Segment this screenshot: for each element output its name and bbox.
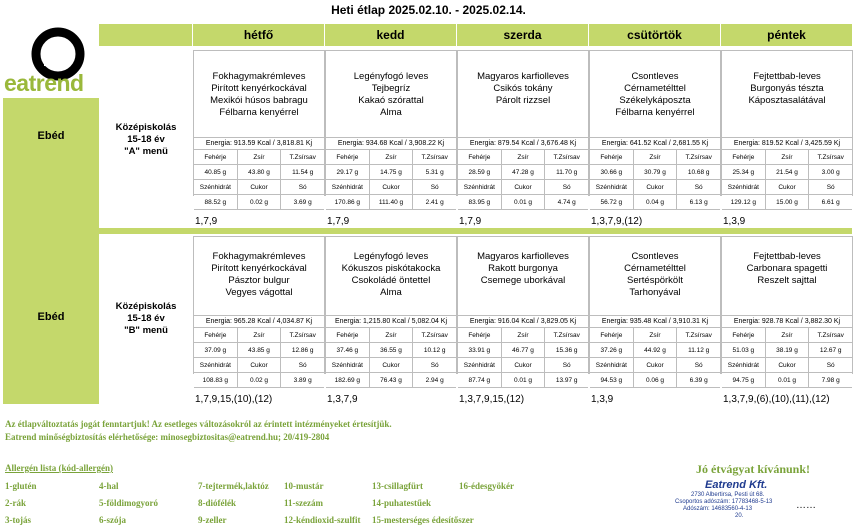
nutrient-value: 2.94 g	[425, 377, 444, 384]
nutrient-value: 129.12 g	[722, 195, 766, 209]
nutrient-value-row	[722, 195, 852, 210]
nutrient-value: 0.01 g	[502, 195, 546, 209]
nutrient-header: Zsír	[634, 328, 678, 342]
nutrient-value: 25.34 g	[722, 165, 766, 179]
dish-item: Cérnametélttel	[624, 263, 686, 274]
nutrient-header: T.Zsírsav	[553, 154, 580, 161]
dish-item: Csikós tokány	[493, 83, 553, 94]
nutrient-header: Cukor	[370, 358, 414, 372]
nutrient-header: Fehérje	[194, 150, 238, 164]
allergen-item: 9-zeller	[198, 515, 227, 525]
stamp-line-3: Adószám: 14683560-4-13	[683, 506, 753, 512]
allergen-codes: 1,3,9	[723, 216, 746, 227]
dish-item: Carbonara spagetti	[746, 263, 828, 274]
dish-item: Párolt rizzsel	[495, 95, 551, 106]
nutrient-header: T.Zsírsav	[421, 332, 448, 339]
nutrient-value: 37.26 g	[590, 343, 634, 357]
nutrient-value: 170.86 g	[326, 195, 370, 209]
notice-line-1: Az étlapváltoztatás jogát fenntartjuk! Az esetleges változásokról az érintett intézményeket értesítjük.	[5, 419, 392, 429]
stamp-line-2: Csoportos adószám: 17783468-5-13	[675, 499, 773, 505]
allergen-item: 1-glutén	[5, 481, 37, 491]
nutrient-header: Szénhidrát	[722, 358, 766, 372]
nutrient-value: 28.59 g	[458, 165, 502, 179]
allergen-item: 13-csillagfürt	[372, 481, 423, 491]
stamp-line-4: 20.	[735, 513, 744, 519]
dish-list	[458, 50, 588, 138]
nutrient-value: 94.75 g	[722, 373, 766, 387]
nutrient-header: Fehérje	[722, 150, 766, 164]
menu-a-monday-cell	[193, 50, 325, 206]
nutrient-value-row	[458, 165, 588, 180]
dish-item: Vegyes vágottal	[225, 287, 293, 298]
nutrient-header: Zsír	[370, 328, 414, 342]
nutrient-value: 15.00 g	[766, 195, 810, 209]
day-header-thursday: csütörtök	[589, 24, 721, 46]
nutrient-header: T.Zsírsav	[553, 332, 580, 339]
nutrient-value: 87.74 g	[458, 373, 502, 387]
nutrient-value: 3.69 g	[293, 199, 312, 206]
nutrient-header: Szénhidrát	[590, 180, 634, 194]
meal-label-b: Ebéd	[37, 311, 65, 323]
nutrient-header: Só	[430, 362, 439, 369]
energy-value: Energia: 819.52 Kcal / 3,425.59 Kj	[722, 138, 852, 150]
dish-item: Félbarna kenyérrel	[219, 107, 299, 118]
menu-b-monday-cell	[193, 236, 325, 384]
nutrient-header: Fehérje	[194, 328, 238, 342]
nutrient-header-row	[194, 150, 324, 165]
dish-item: Pirított kenyérkockával	[211, 83, 307, 94]
nutrient-header: Zsír	[238, 150, 282, 164]
nutrient-value-row	[326, 165, 456, 180]
allergen-item: 2-rák	[5, 498, 26, 508]
nutrient-header: Cukor	[766, 358, 810, 372]
menu-b-wednesday-cell	[457, 236, 589, 384]
nutrient-header: Cukor	[238, 358, 282, 372]
dish-item: Alma	[380, 107, 402, 118]
allergen-item: 3-tojás	[5, 515, 31, 525]
menu-a-friday-cell	[721, 50, 853, 206]
dish-item: Csokoládé öntettel	[351, 275, 431, 286]
nutrient-value-row	[194, 373, 324, 388]
menu-a-thursday-cell	[589, 50, 721, 206]
nutrient-header: T.Zsírsav	[817, 332, 844, 339]
nutrient-header: Szénhidrát	[590, 358, 634, 372]
nutrient-value: 6.61 g	[821, 199, 840, 206]
dish-item: Kakaó szórattal	[358, 95, 424, 106]
nutrient-value: 0.01 g	[766, 373, 810, 387]
nutrient-header: Zsír	[502, 328, 546, 342]
nutrient-header-row	[326, 328, 456, 343]
nutrient-value: 37.46 g	[326, 343, 370, 357]
nutrient-header: Cukor	[238, 180, 282, 194]
nutrient-value: 36.55 g	[370, 343, 414, 357]
nutrient-value-row	[326, 373, 456, 388]
nutrient-header: Cukor	[634, 358, 678, 372]
menu-b-tuesday-cell	[325, 236, 457, 384]
nutrient-grid	[458, 150, 588, 210]
nutrient-value-row	[326, 195, 456, 210]
allergen-codes: 1,3,7,9,15,(12)	[459, 394, 525, 405]
nutrient-grid	[722, 150, 852, 210]
nutrient-header: Fehérje	[326, 150, 370, 164]
energy-value: Energia: 879.54 Kcal / 3,676.48 Kj	[458, 138, 588, 150]
nutrient-header: Cukor	[634, 180, 678, 194]
allergen-codes: 1,7,9	[195, 216, 218, 227]
nutrient-value-row	[722, 343, 852, 358]
dish-list	[722, 50, 852, 138]
allergen-item: 14-puhatestűek	[372, 498, 432, 508]
nutrient-value: 5.31 g	[425, 169, 444, 176]
nutrient-value: 88.52 g	[194, 195, 238, 209]
allergen-codes: 1,3,9	[591, 394, 614, 405]
nutrient-header-row	[722, 180, 852, 195]
nutrient-value: 47.28 g	[502, 165, 546, 179]
dish-list	[326, 50, 456, 138]
nutrient-value: 76.43 g	[370, 373, 414, 387]
nutrient-header: Szénhidrát	[458, 180, 502, 194]
dish-list	[590, 50, 720, 138]
allergen-codes: 1,3,7,9,(12)	[591, 216, 643, 227]
nutrient-value: 40.85 g	[194, 165, 238, 179]
dish-item: Burgonyás tészta	[750, 83, 824, 94]
dish-item: Félbarna kenyérrel	[615, 107, 695, 118]
group-a-line2: 15-18 év	[127, 134, 165, 145]
nutrient-value-row	[590, 165, 720, 180]
dish-list	[722, 236, 852, 316]
group-b-line3: "B" menü	[124, 325, 168, 336]
energy-value: Energia: 916.04 Kcal / 3,829.05 Kj	[458, 316, 588, 328]
energy-value: Energia: 934.68 Kcal / 3,908.22 Kj	[326, 138, 456, 150]
allergen-item: 16-édesgyökér	[459, 481, 514, 491]
nutrient-value: 13.97 g	[555, 377, 578, 384]
nutrient-header: Só	[694, 184, 703, 191]
nutrient-header: T.Zsírsav	[289, 332, 316, 339]
nutrient-header-row	[194, 180, 324, 195]
dish-item: Rakott burgonya	[488, 263, 558, 274]
nutrient-value-row	[722, 373, 852, 388]
energy-value: Energia: 1,215.80 Kcal / 5,082.04 Kj	[326, 316, 456, 328]
allergen-item: 11-szezám	[284, 498, 323, 508]
nutrient-header-row	[722, 358, 852, 373]
nutrient-value: 14.75 g	[370, 165, 414, 179]
nutrient-header: T.Zsírsav	[817, 154, 844, 161]
meal-label-a: Ebéd	[37, 130, 65, 142]
nutrient-value-row	[722, 165, 852, 180]
nutrient-value: 12.86 g	[291, 347, 314, 354]
nutrient-value: 0.01 g	[502, 373, 546, 387]
group-a-line1: Középiskolás	[115, 122, 177, 133]
nutrient-header: Szénhidrát	[326, 358, 370, 372]
day-header-wednesday: szerda	[457, 24, 589, 46]
nutrient-header: Cukor	[502, 358, 546, 372]
nutrient-value: 7.98 g	[821, 377, 840, 384]
nutrient-header: Zsír	[766, 150, 810, 164]
nutrient-header-row	[326, 150, 456, 165]
nutrient-header: Szénhidrát	[326, 180, 370, 194]
nutrient-value-row	[194, 165, 324, 180]
page-title: Heti étlap 2025.02.10. - 2025.02.14.	[331, 3, 526, 17]
nutrient-header: Só	[694, 362, 703, 369]
group-b-line2: 15-18 év	[127, 313, 165, 324]
nutrient-grid	[194, 150, 324, 210]
nutrient-header-row	[590, 358, 720, 373]
nutrient-value: 43.80 g	[238, 165, 282, 179]
allergen-codes: 1,3,7,9,(6),(10),(11),(12)	[723, 394, 830, 405]
day-header-empty	[99, 24, 193, 46]
allergen-item: 7-tejtermék,laktóz	[198, 481, 269, 491]
nutrient-header: Cukor	[502, 180, 546, 194]
group-a-line3: "A" menü	[124, 146, 168, 157]
dish-list	[458, 236, 588, 316]
group-label-b	[99, 301, 193, 337]
energy-value: Energia: 965.28 Kcal / 4,034.87 Kj	[194, 316, 324, 328]
nutrient-header-row	[590, 328, 720, 343]
dish-item: Csemege uborkával	[480, 275, 566, 286]
dish-item: Csontleves	[631, 71, 679, 82]
nutrient-value: 0.06 g	[634, 373, 678, 387]
allergen-item: 15-mesterséges édesítőszer	[372, 515, 474, 525]
nutrient-header: T.Zsírsav	[685, 332, 712, 339]
dish-item: Pirított kenyérkockával	[211, 263, 307, 274]
nutrient-header-row	[590, 180, 720, 195]
closing-text: Jó étvágyat kívánunk!	[696, 462, 811, 476]
nutrient-header-row	[194, 358, 324, 373]
dish-item: Magyaros karfiolleves	[477, 71, 569, 82]
nutrient-value: 6.39 g	[689, 377, 708, 384]
nutrient-header-row	[458, 328, 588, 343]
nutrient-grid	[194, 328, 324, 388]
allergen-item: 6-szója	[99, 515, 126, 525]
nutrient-value: 2.41 g	[425, 199, 444, 206]
nutrient-value: 11.70 g	[556, 169, 578, 176]
allergen-codes: 1,3,7,9	[327, 394, 358, 405]
allergen-item: 5-földimogyoró	[99, 498, 158, 508]
nutrient-value: 3.00 g	[821, 169, 840, 176]
stamp-line-1: 2730 Albertirsa, Pesti út 68.	[691, 492, 765, 498]
nutrient-grid	[590, 328, 720, 388]
nutrient-value: 182.69 g	[326, 373, 370, 387]
allergen-item: 8-diófélék	[198, 498, 236, 508]
nutrient-header: Zsír	[238, 328, 282, 342]
nutrient-header: T.Zsírsav	[289, 154, 316, 161]
nutrient-value: 108.83 g	[194, 373, 238, 387]
menu-a-tuesday-cell	[325, 50, 457, 206]
dish-item: Mexikói húsos babragu	[210, 95, 308, 106]
nutrient-value-row	[458, 373, 588, 388]
nutrient-header: Só	[298, 184, 307, 191]
nutrient-value-row	[590, 373, 720, 388]
nutrient-value: 111.40 g	[370, 195, 414, 209]
nutrient-value: 6.13 g	[689, 199, 708, 206]
nutrient-header-row	[326, 358, 456, 373]
nutrient-value: 56.72 g	[590, 195, 634, 209]
nutrient-value: 10.12 g	[423, 347, 446, 354]
nutrient-value-row	[458, 195, 588, 210]
nutrient-header: Fehérje	[458, 328, 502, 342]
nutrient-header: Só	[562, 362, 571, 369]
nutrient-header: Cukor	[766, 180, 810, 194]
dish-item: Legényfogó leves	[353, 251, 429, 262]
nutrient-header: Só	[562, 184, 571, 191]
nutrient-value: 3.89 g	[293, 377, 312, 384]
nutrient-grid	[722, 328, 852, 388]
nutrient-value: 43.85 g	[238, 343, 282, 357]
nutrient-value-row	[194, 195, 324, 210]
nutrient-header: Szénhidrát	[194, 358, 238, 372]
day-header-monday: hétfő	[193, 24, 325, 46]
meal-band-a-fill	[3, 98, 99, 228]
nutrient-header: Só	[430, 184, 439, 191]
dish-list	[194, 236, 324, 316]
dish-item: Fejtettbab-leves	[753, 71, 821, 82]
nutrient-value: 38.19 g	[766, 343, 810, 357]
energy-value: Energia: 928.78 Kcal / 3,882.30 Kj	[722, 316, 852, 328]
dish-item: Cérnametélttel	[624, 83, 686, 94]
nutrient-value: 37.09 g	[194, 343, 238, 357]
nutrient-grid	[590, 150, 720, 210]
company-stamp	[663, 479, 781, 521]
nutrient-header-row	[458, 358, 588, 373]
nutrient-header: Szénhidrát	[722, 180, 766, 194]
nutrient-header: Fehérje	[326, 328, 370, 342]
dish-item: Pásztor bulgur	[228, 275, 290, 286]
nutrient-header: Zsír	[766, 328, 810, 342]
nutrient-header-row	[722, 150, 852, 165]
dish-item: Székelykáposzta	[619, 95, 691, 106]
dish-item: Alma	[380, 287, 402, 298]
nutrient-value: 11.54 g	[292, 169, 314, 176]
nutrient-grid	[458, 328, 588, 388]
day-header-row	[99, 24, 853, 46]
nutrient-header-row	[194, 328, 324, 343]
nutrient-header-row	[722, 328, 852, 343]
nutrient-value: 30.66 g	[590, 165, 634, 179]
nutrient-value: 46.77 g	[502, 343, 546, 357]
nutrient-value: 12.67 g	[819, 347, 842, 354]
allergen-list-title: Allergén lista (kód-allergén)	[5, 463, 113, 473]
signature-dots: ……	[796, 500, 816, 511]
nutrient-header: Szénhidrát	[194, 180, 238, 194]
nutrient-value: 33.91 g	[458, 343, 502, 357]
nutrient-value: 21.54 g	[766, 165, 810, 179]
dish-item: Tejbegríz	[371, 83, 411, 94]
notice-line-2: Eatrend minőségbiztosítás elérhetősége: minosegbiztositas@eatrend.hu; 20/419-2804	[5, 432, 330, 442]
nutrient-header: Fehérje	[458, 150, 502, 164]
dish-item: Káposztasalátával	[748, 95, 826, 106]
allergen-codes: 1,7,9	[459, 216, 482, 227]
menu-b-friday-cell	[721, 236, 853, 384]
energy-value: Energia: 641.52 Kcal / 2,681.55 Kj	[590, 138, 720, 150]
menu-b-thursday-cell	[589, 236, 721, 384]
logo-text: eatrend	[4, 70, 84, 96]
nutrient-header: Fehérje	[590, 150, 634, 164]
nutrient-value: 0.02 g	[238, 195, 282, 209]
nutrient-header: Fehérje	[722, 328, 766, 342]
nutrient-header-row	[458, 180, 588, 195]
nutrient-value: 94.53 g	[590, 373, 634, 387]
nutrient-header-row	[590, 150, 720, 165]
menu-separator	[3, 228, 852, 234]
dish-item: Csontleves	[631, 251, 679, 262]
nutrient-value: 0.02 g	[238, 373, 282, 387]
nutrient-value: 15.36 g	[555, 347, 578, 354]
group-label-a	[99, 122, 193, 158]
nutrient-value: 29.17 g	[326, 165, 370, 179]
nutrient-header-row	[326, 180, 456, 195]
nutrient-value: 0.04 g	[634, 195, 678, 209]
nutrient-value-row	[590, 195, 720, 210]
allergen-item: 4-hal	[99, 481, 119, 491]
dish-item: Fejtettbab-leves	[753, 251, 821, 262]
dish-item: Tarhonyával	[629, 287, 681, 298]
nutrient-value: 11.12 g	[688, 347, 710, 354]
nutrient-header: Fehérje	[590, 328, 634, 342]
nutrient-value-row	[590, 343, 720, 358]
nutrient-header: Zsír	[370, 150, 414, 164]
nutrient-header: T.Zsírsav	[421, 154, 448, 161]
dish-item: Sertéspörkölt	[627, 275, 683, 286]
allergen-item: 10-mustár	[284, 481, 324, 491]
dish-item: Legényfogó leves	[353, 71, 429, 82]
nutrient-value-row	[326, 343, 456, 358]
nutrient-value-row	[458, 343, 588, 358]
allergen-codes: 1,7,9,15,(10),(12)	[195, 394, 273, 405]
energy-value: Energia: 935.48 Kcal / 3,910.31 Kj	[590, 316, 720, 328]
nutrient-grid	[326, 150, 456, 210]
dish-item: Fokhagymakrémleves	[212, 71, 306, 82]
nutrient-value: 44.92 g	[634, 343, 678, 357]
nutrient-value-row	[194, 343, 324, 358]
dish-list	[590, 236, 720, 316]
group-b-line1: Középiskolás	[115, 301, 177, 312]
dish-item: Kókuszos piskótakocka	[341, 263, 441, 274]
nutrient-header: Zsír	[634, 150, 678, 164]
dish-item: Fokhagymakrémleves	[212, 251, 306, 262]
nutrient-header: Zsír	[502, 150, 546, 164]
dish-item: Magyaros karfiolleves	[477, 251, 569, 262]
nutrient-value: 4.74 g	[557, 199, 576, 206]
nutrient-header: Cukor	[370, 180, 414, 194]
nutrient-value: 51.03 g	[722, 343, 766, 357]
day-header-friday: péntek	[721, 24, 853, 46]
nutrient-header-row	[458, 150, 588, 165]
nutrient-value: 10.68 g	[687, 169, 710, 176]
dish-list	[194, 50, 324, 138]
allergen-codes: 1,7,9	[327, 216, 350, 227]
allergen-item: 12-kéndioxid-szulfit	[284, 515, 361, 525]
nutrient-header: Só	[826, 184, 835, 191]
dish-item: Reszelt sajttal	[757, 275, 817, 286]
menu-a-wednesday-cell	[457, 50, 589, 206]
nutrient-grid	[326, 328, 456, 388]
nutrient-header: Só	[298, 362, 307, 369]
nutrient-value: 83.95 g	[458, 195, 502, 209]
nutrient-header: Szénhidrát	[458, 358, 502, 372]
nutrient-header: Só	[826, 362, 835, 369]
stamp-company-name: Eatrend Kft.	[705, 479, 768, 491]
energy-value: Energia: 913.59 Kcal / 3,818.81 Kj	[194, 138, 324, 150]
dish-list	[326, 236, 456, 316]
day-header-tuesday: kedd	[325, 24, 457, 46]
nutrient-value: 30.79 g	[634, 165, 678, 179]
nutrient-header: T.Zsírsav	[685, 154, 712, 161]
